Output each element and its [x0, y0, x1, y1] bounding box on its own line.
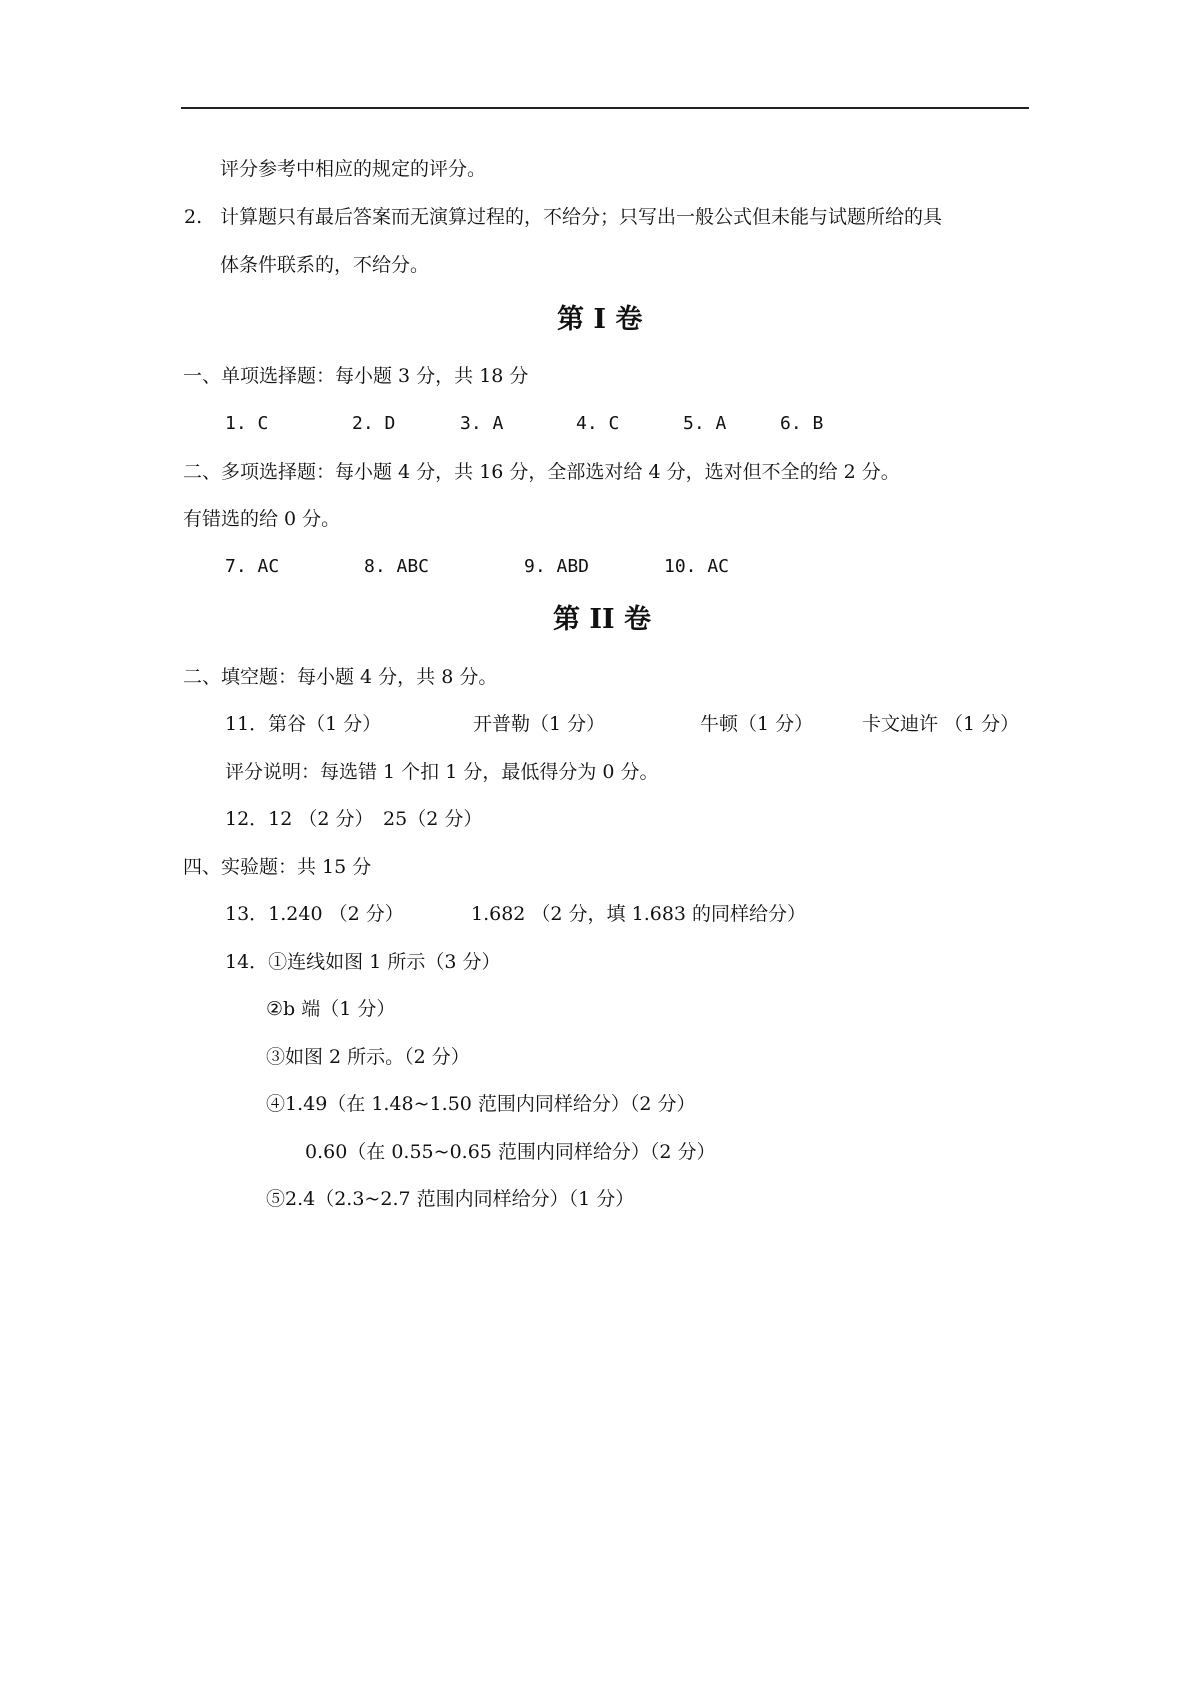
answer-2: 2. D: [352, 413, 396, 434]
section-2-heading-cont: 有错选的给 0 分。: [183, 508, 341, 530]
answer-8: 8. ABC: [364, 556, 430, 577]
q14-part-2: ②b 端（1 分）: [266, 998, 396, 1020]
q14-part-3: ③如图 2 所示。（2 分）: [266, 1046, 470, 1068]
q14-part-4-cont: 0.60（在 0.55~0.65 范围内同样给分）（2 分）: [305, 1141, 716, 1163]
section-2-heading: 二、多项选择题：每小题 4 分，共 16 分，全部选对给 4 分，选对但不全的给 2 分。: [183, 461, 900, 483]
intro-item-2-line-1: 计算题只有最后答案而无演算过程的，不给分；只写出一般公式但未能与试题所给的具: [220, 206, 943, 228]
q11-answer-3: 牛顿（1 分）: [700, 713, 814, 735]
answer-5: 5. A: [683, 413, 727, 434]
section-1-heading: 一、单项选择题：每小题 3 分，共 18 分: [183, 365, 529, 387]
answer-3: 3. A: [460, 413, 504, 434]
answer-9: 9. ABD: [524, 556, 590, 577]
answer-6: 6. B: [780, 413, 824, 434]
scoring-note: 评分说明：每选错 1 个扣 1 分，最低得分为 0 分。: [225, 761, 659, 783]
fill-heading: 二、填空题：每小题 4 分，共 8 分。: [183, 666, 498, 688]
answer-4: 4. C: [576, 413, 620, 434]
part-1-title: 第 I 卷: [557, 304, 643, 335]
answer-1: 1. C: [225, 413, 269, 434]
answer-7: 7. AC: [225, 556, 280, 577]
q11-answer-1: 11．第谷（1 分）: [225, 713, 382, 735]
q11-answer-4: 卡文迪许 （1 分）: [862, 713, 1020, 735]
q11-answer-2: 开普勒（1 分）: [473, 713, 606, 735]
part-2-title: 第 II 卷: [553, 604, 652, 635]
answer-10: 10. AC: [664, 556, 730, 577]
q14-part-4: ④1.49（在 1.48~1.50 范围内同样给分）（2 分）: [266, 1093, 696, 1115]
q13-answer-a: 13．1.240 （2 分）: [225, 903, 404, 925]
header-rule: [181, 107, 1029, 109]
intro-item-2-line-2: 体条件联系的，不给分。: [220, 254, 430, 276]
q12-answer: 12．12 （2 分） 25（2 分）: [225, 808, 483, 830]
intro-item-number: 2.: [184, 206, 203, 228]
q13-answer-b: 1.682 （2 分，填 1.683 的同样给分）: [471, 903, 807, 925]
q14-part-5: ⑤2.4（2.3~2.7 范围内同样给分）（1 分）: [266, 1188, 635, 1210]
intro-line-1: 评分参考中相应的规定的评分。: [220, 158, 487, 180]
experiment-heading: 四、实验题：共 15 分: [183, 856, 372, 878]
q14-part-1: 14．①连线如图 1 所示（3 分）: [225, 951, 501, 973]
